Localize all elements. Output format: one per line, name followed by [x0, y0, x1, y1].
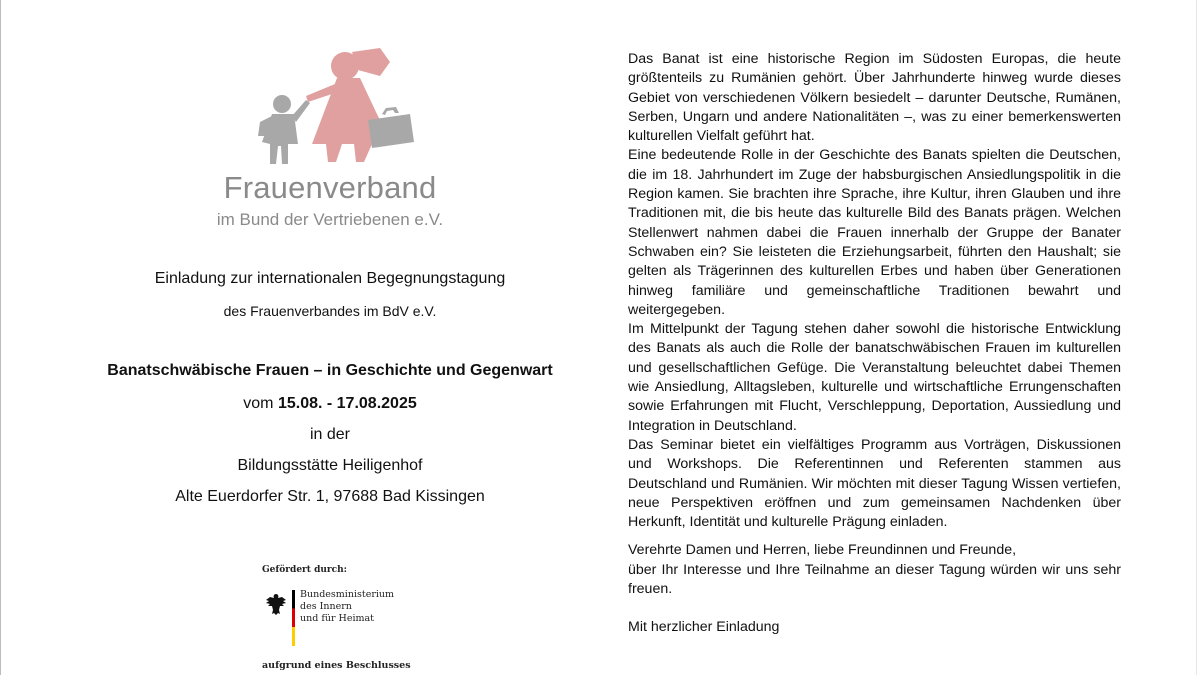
invitation-line: Einladung zur internationalen Begegnungstagung	[154, 270, 506, 287]
paragraph: Im Mittelpunkt der Tagung stehen daher sowohl die historische Entwicklung des Banats als auch die Rolle der banatschwäbischen Frauen im kulturellen und gesellschaftlichen Gefüge. Die Veranstaltung beleuchtet dabei Themen wie Ansiedlung, Alltagsleben, kulturelle und wirtschaftliche Errungenschaften sowie Erfahrungen mit Flucht, Verschleppung, Deportation, Aussiedlung und Integration in Deutschland.	[628, 321, 1121, 434]
paragraph: Das Seminar bietet ein vielfältiges Programm aus Vorträgen, Diskussionen und Workshops. Die Referentinnen und Referenten stammen aus Deutschland und Rumänien. Wir möchten mit dieser Tagung Wissen vertiefen, neue Perspektiven eröffnen und zum gemeinsamen Nachdenken über Herkunft, Identität und kulturelle Prägung einladen.	[628, 436, 1121, 531]
logo-wordmark: Frauenverband	[223, 170, 437, 205]
organizer-line: des Frauenverbandes im BdV e.V.	[223, 303, 437, 319]
date-range: 15.08. - 17.08.2025	[277, 395, 417, 412]
sponsor-block	[262, 565, 462, 675]
ministry-line: des Innern	[300, 601, 352, 612]
date-prefix: vom	[243, 395, 274, 412]
paragraph: Eine bedeutende Rolle in der Geschichte des Banats spielten die Deutschen, die im 18. Jahrhundert im Zuge der habsburgischen Ansiedlungspolitik in die Region kamen. Sie brachten ihre Sprache, ihre Kultur, ihren Glauben und ihre Traditionen mit, die bis heute das kulturelle Bild des Banats prägen. Welchen Stellenwert nahmen dabei die Frauen innerhalb der Gruppe der Banater Schwaben ein? Sie leisteten die Erziehungsarbeit, führten den Haushalt; sie gelten als Trägerinnen des kulturellen Erbes und haben über Generationen hinweg familiäre und gemeinschaftliche Traditionen bewahrt und weitergegeben.	[628, 147, 1121, 318]
ministry-line: Bundesministerium	[300, 589, 395, 600]
venue-address: Alte Euerdorfer Str. 1, 97688 Bad Kissingen	[175, 488, 485, 505]
ministry-line: und für Heimat	[300, 613, 374, 624]
event-title: Banatschwäbische Frauen – in Geschichte und Gegenwart	[107, 362, 553, 379]
resolution-note: aufgrund eines Beschlusses	[262, 660, 411, 671]
sponsor-label: Gefördert durch:	[262, 565, 348, 575]
right-page-border	[1196, 0, 1197, 675]
venue-intro: in der	[309, 426, 351, 443]
mother-child-refugees-icon	[240, 40, 430, 168]
body-text	[628, 50, 1121, 638]
venue-name: Bildungsstätte Heiligenhof	[237, 457, 423, 474]
paragraph: Das Banat ist eine historische Region im Südosten Europas, die heute größtenteils zu Rumänien gehört. Über Jahrhunderte hinweg wurde dieses Gebiet von verschiedenen Völkern besiedelt – darunter Deutsche, Rumänen, Serben, Ungarn und andere Nationalitäten –, was zu einer bemerkenswerten kulturellen Vielfalt geführt hat.	[628, 51, 1121, 145]
event-date	[30, 395, 630, 413]
left-page-border	[0, 0, 1, 675]
signoff: Mit herzlicher Einladung	[628, 619, 780, 636]
closing-sentence: über Ihr Interesse und Ihre Teilnahme an dieser Tagung würden wir uns sehr freuen.	[628, 561, 1121, 598]
frauenverband-logo	[200, 40, 470, 240]
greeting: Verehrte Damen und Herren, liebe Freundinnen und Freunde,	[628, 542, 1017, 559]
ministry-name	[300, 589, 394, 625]
logo-subtitle: im Bund der Vertriebenen e.V.	[216, 210, 444, 229]
federal-eagle-icon	[264, 592, 288, 616]
german-flag-bar	[292, 590, 295, 646]
